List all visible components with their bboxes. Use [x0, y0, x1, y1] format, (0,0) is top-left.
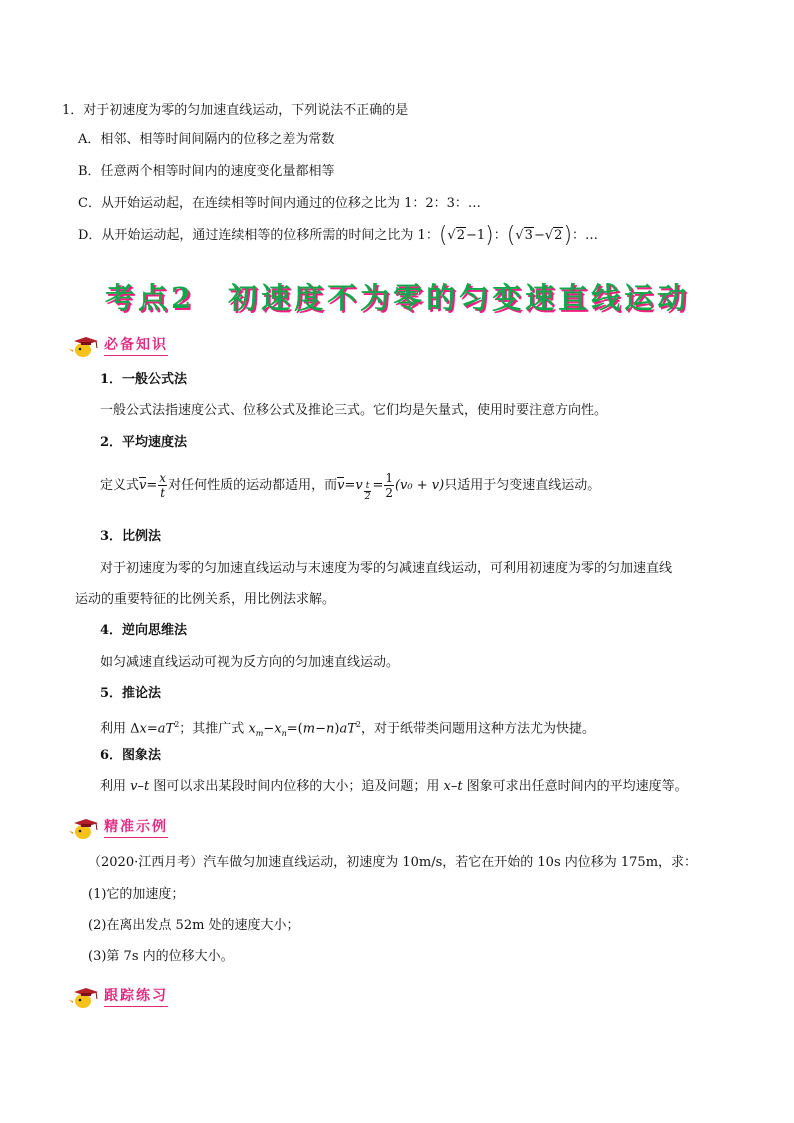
v-bar-symbol: v [139, 476, 146, 496]
section-title: 考点2 初速度不为零的匀变速直线运动 [105, 281, 691, 315]
badge-practice-label: 跟踪练习 [104, 985, 168, 1007]
heading-average-velocity: 2．平均速度法 [100, 435, 188, 450]
example-q2: (2)在离出发点 52m 处的速度大小； [88, 918, 300, 933]
heading-ratio-method: 3．比例法 [100, 529, 162, 544]
para-graph-method: 利用 v–t 图可以求出某段时间内位移的大小；追及问题；用 x–t 图象可求出任意时间内的平均速度等。 [100, 779, 688, 794]
fraction-x-over-t: $\frac{x}{t}$ [159, 471, 167, 500]
option-a: A．相邻、相等时间间隔内的位移之差为常数 [78, 132, 335, 147]
example-intro: （2020·江西月考）汽车做匀加速直线运动，初速度为 10m/s，若它在开始的 10s 内位移为 175m，求： [88, 855, 698, 870]
heading-general-formula: 1．一般公式法 [100, 372, 188, 387]
para-inference-method: 利用 $\Delta x=aT^2$；其推广式 $x_m-x_n=(m-n)aT^2$，对于纸带类问题用这种方法尤为快捷。 [100, 720, 595, 738]
badge-knowledge-label: 必备知识 [104, 334, 168, 356]
para-reverse-thinking: 如匀减速直线运动可视为反方向的匀加速直线运动。 [100, 655, 400, 670]
graduation-chick-icon [68, 332, 100, 358]
badge-practice [68, 983, 168, 1009]
para-ratio-method-2: 运动的重要特征的比例关系，用比例法求解。 [75, 592, 336, 607]
fraction-one-half: $\frac{1}{2}$ [385, 471, 393, 500]
heading-inference-method: 5．推论法 [100, 686, 162, 701]
v-bar-symbol-2: v [337, 476, 344, 496]
heading-reverse-thinking: 4．逆向思维法 [100, 623, 188, 638]
badge-example [68, 814, 168, 840]
para-ratio-method-1: 对于初速度为零的匀加速直线运动与末速度为零的匀减速直线运动，可利用初速度为零的匀加速直线 [100, 561, 673, 576]
para-general-formula: 一般公式法指速度公式、位移公式及推论三式。它们均是矢量式，使用时要注意方向性。 [100, 403, 608, 418]
badge-knowledge [68, 332, 168, 358]
option-d: D．从开始运动起，通过连续相等的位移所需的时间之比为 1：(√2−1)：(√3−√2)：… [78, 223, 599, 248]
question-stem: 1．对于初速度为零的匀加速直线运动，下列说法不正确的是 [62, 103, 409, 118]
badge-example-label: 精准示例 [104, 816, 168, 838]
example-q1: (1)它的加速度； [88, 887, 185, 902]
graduation-chick-icon [68, 983, 100, 1009]
subscript-t-over-2: $\frac{t}{2}$ [364, 481, 371, 502]
example-q3: (3)第 7s 内的位移大小。 [88, 949, 234, 964]
para-average-velocity: 定义式 v = $\frac{x}{t}$ 对任何性质的运动都适用，而 v = v $\frac{t}{2}$ = $\frac{1}{2}$ (v₀ + v) 只适用于匀变速直线运动。 [100, 471, 601, 502]
option-c: C．从开始运动起，在连续相等时间内通过的位移之比为 1：2：3：… [78, 196, 481, 211]
graduation-chick-icon [68, 814, 100, 840]
heading-graph-method: 6．图象法 [100, 748, 162, 763]
option-b: B．任意两个相等时间内的速度变化量都相等 [78, 164, 335, 179]
